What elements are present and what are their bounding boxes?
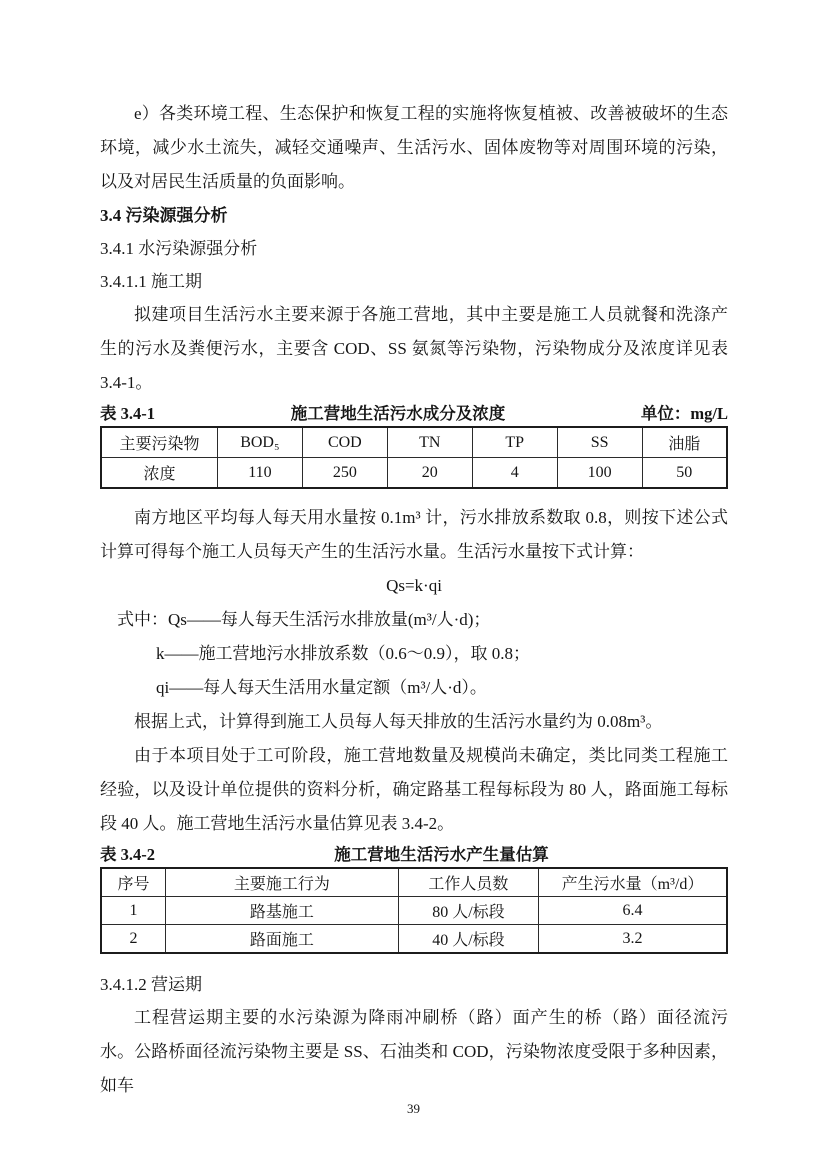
table-header-cell: 主要施工行为	[165, 868, 398, 897]
table-header-cell: BOD₅	[217, 427, 302, 458]
table-cell: 110	[217, 458, 302, 489]
paragraph-operation-period: 工程营运期主要的水污染源为降雨冲刷桥（路）面产生的桥（路）面径流污水。公路桥面径流污染物主要是 SS、石油类和 COD，污染物浓度受限于多种因素，如车	[100, 1008, 728, 1095]
paragraph-e: e）各类环境工程、生态保护和恢复工程的实施将恢复植被、改善被破坏的生态环境，减少水土流失，减轻交通噪声、生活污水、固体废物等对周围环境的污染，以及对居民生活质量的负面影响。	[100, 104, 728, 191]
table-3-4-1-caption	[100, 403, 728, 425]
formula-def-qs: 式中：Qs——每人每天生活污水排放量(m³/人·d)；	[117, 610, 491, 629]
table-cell: 路基施工	[165, 897, 398, 925]
table-cell: 40 人/标段	[398, 925, 538, 954]
subsubsection-heading-3-4-1-2: 3.4.1.2 营运期	[100, 975, 202, 994]
table-3-4-1-title: 施工营地生活污水成分及浓度	[290, 404, 506, 423]
table-3-4-1-unit: 单位：mg/L	[640, 404, 728, 423]
subsection-heading-3-4-1: 3.4.1 水污染源强分析	[100, 239, 258, 258]
table-3-4-2-label: 表 3.4-2	[100, 845, 155, 864]
section-heading-3-4: 3.4 污染源强分析	[100, 206, 228, 225]
table-header-cell: COD	[302, 427, 387, 458]
paragraph-result: 根据上式，计算得到施工人员每人每天排放的生活污水量约为 0.08m³。	[134, 712, 663, 731]
table-cell: 2	[101, 925, 165, 954]
table-3-4-1	[100, 426, 728, 489]
table-cell: 6.4	[539, 897, 727, 925]
table-row	[101, 897, 727, 925]
table-header-cell: 序号	[101, 868, 165, 897]
formula-def-qi: qi——每人每天生活用水量定额（m³/人·d）。	[156, 678, 487, 697]
table-header-cell: TP	[472, 427, 557, 458]
table-cell: 浓度	[101, 458, 217, 489]
page-number: 39	[407, 1101, 420, 1116]
formula-qs: Qs=k·qi	[386, 576, 442, 595]
table-header-cell: TN	[387, 427, 472, 458]
table-cell: 50	[642, 458, 727, 489]
formula-def-k: k——施工营地污水排放系数（0.6～0.9），取 0.8；	[156, 644, 530, 663]
table-cell: 20	[387, 458, 472, 489]
subsubsection-heading-3-4-1-1: 3.4.1.1 施工期	[100, 272, 202, 291]
paragraph-domestic-sewage: 拟建项目生活污水主要来源于各施工营地，其中主要是施工人员就餐和洗涤产生的污水及粪便污水，主要含 COD、SS 氨氮等污染物，污染物成分及浓度详见表 3.4-1。	[100, 305, 728, 392]
table-header-cell: 产生污水量（m³/d）	[539, 868, 727, 897]
table-cell: 3.2	[539, 925, 727, 954]
table-header-cell: 主要污染物	[101, 427, 217, 458]
table-3-4-2	[100, 867, 728, 954]
paragraph-water-usage: 南方地区平均每人每天用水量按 0.1m³ 计，污水排放系数取 0.8，则按下述公式计算可得每个施工人员每天产生的生活污水量。生活污水量按下式计算：	[100, 508, 728, 561]
table-3-4-1-label: 表 3.4-1	[100, 404, 155, 423]
table-3-4-2-title: 施工营地生活污水产生量估算	[334, 845, 549, 864]
table-cell: 路面施工	[165, 925, 398, 954]
table-cell: 1	[101, 897, 165, 925]
table-header-cell: 工作人员数	[398, 868, 538, 897]
table-3-4-2-caption	[100, 844, 728, 866]
table-cell: 250	[302, 458, 387, 489]
table-row	[101, 925, 727, 954]
table-row	[101, 458, 727, 489]
table-cell: 100	[557, 458, 642, 489]
table-header-cell: SS	[557, 427, 642, 458]
table-cell: 4	[472, 458, 557, 489]
table-header-row	[101, 868, 727, 897]
table-cell: 80 人/标段	[398, 897, 538, 925]
table-header-cell: 油脂	[642, 427, 727, 458]
table-header-row	[101, 427, 727, 458]
paragraph-camp-estimate: 由于本项目处于工可阶段，施工营地数量及规模尚未确定，类比同类工程施工经验，以及设计单位提供的资料分析，确定路基工程每标段为 80 人，路面施工每标段 40 人。施工营地生活污水量估算见表 3.4-2。	[100, 746, 728, 833]
